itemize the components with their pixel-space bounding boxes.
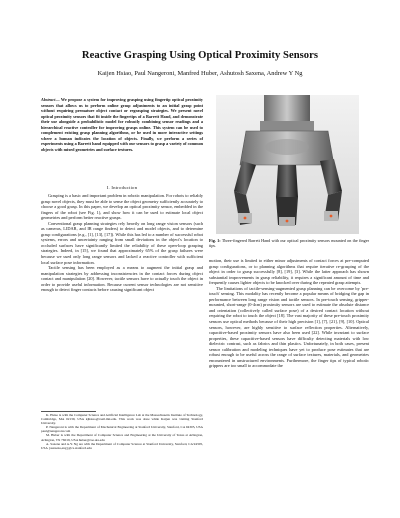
section-heading: I. Introduction: [106, 185, 138, 190]
intro-paragraph: Grasping is a basic and important problem in robotic manipulation. For robots to reliably grasp novel objects, they must be able to sense the object geometry sufficiently accurately to choose a good grasp. In this paper, we develop an optical proximity sensor, embedded in the fingers of the robot (see Fig. 1), and show how it can be used to estimate local object geometries and perform better reactive grasps.: [41, 193, 203, 221]
figure-caption: [209, 238, 369, 248]
paper-title: Reactive Grasping Using Optical Proximity Sensors: [81, 50, 319, 61]
body-paragraph: motion, their use is limited to either minor adjustments of contact forces at pre-computed grasp configurations, or to planning algorithms that require iterative re-grasping of the object in order to grasp successfully [8], [19], [3]. While the latter approach has shown substantial improvements in grasp reliability, it requires a significant amount of time and frequently causes lighter objects to be knocked over during the repeated grasp attempts.: [209, 258, 369, 286]
barrett-hand-illustration: [216, 95, 359, 234]
footnote: M. Huber is with the Department of Computer Science and Engineering at the University of Texas at Arlington, Arlington, TX 76019, USA huber@cse.uta.edu: [41, 433, 203, 442]
introduction-text: [41, 193, 203, 293]
footnote: P. Nangeroni is with the Department of Mechanical Engineering at Stanford University, Stanford, CA 94305, USA paul@nangeroni.com: [41, 425, 203, 434]
figure-caption-text: Three-fingered Barrett Hand with our optical proximity sensors mounted on the finger tips.: [209, 238, 369, 249]
body-paragraph: The limitations of tactile-sensing-augmented grasp planning can be overcome by 'pre-touch' sensing. This modality has recently become a popular means of bridging the gap in performance between long range vision and tactile sensors. In pre-touch sensing, gripper-mounted, short-range (0-4cm) proximity sensors are used to estimate the absolute distance and orientation (collectively called surface pose) of a desired contact location without requiring the robot to touch the object [18]. The vast majority of these pre-touch proximity sensors use optical methods because of their high precision [1], [7], [21], [9], [10]. Optical sensors, however, are highly sensitive to surface reflection properties. Alternatively, capacitive-based proximity sensors have also been used [22]. While invariant to surface properties, these capacitive-based sensors have difficulty detecting materials with low dielectric contrast, such as fabrics and thin plastics. Unfortunately, in both cases, present sensor calibration and modeling techniques have yet to produce pose estimates that are robust enough to be useful across the range of surface textures, materials, and geometries encountered in unstructured environments. Furthermore, the finger tips of typical robotic grippers are too small to accommodate the: [209, 285, 369, 369]
intro-paragraph: Conventional grasp planning strategies rely heavily on long range vision sensors (such as cameras, LIDAR, and IR range finders) to detect and model objects, and to determine grasp configurations (e.g., [1], [13], [17]). While this has led to a number of successful robot systems, errors and uncertainty ranging from small deviations in the object's location to occluded surfaces have significantly limited the reliability of these open-loop grasping strategies. Indeed, in [15], we found that approximately 65% of the grasp failures were because we used only long range sensors and lacked a reactive controller with sufficient local surface pose information.: [41, 220, 203, 265]
abstract-text: — We propose a system for improving grasping using fingertip optical proximity sensors that allows us to perform online grasp adjustments to an initial grasp point without requiring premature object contact or regrasping strategies. We present novel optical proximity sensors that fit inside the fingertips of a Barrett Hand, and demonstrate their use alongside a probabilistic model for robustly combining sensor readings and a hierarchical reactive controller for improving grasps online. This system can be used to complement existing grasp planning algorithms, or be used in more interactive settings where a human indicates the location of objects. Finally, we perform a series of experiments using a Barrett hand equipped with our sensors to grasp a variety of common objects with mixed geometries and surface textures.: [41, 97, 203, 152]
footnote: A. Saxena and A.Y. Ng are with the Department of Computer Science at Stanford University, Stanford, CA 94305, USA {asaxena,ang}@cs.stanford.edu: [41, 441, 203, 450]
author-list: Kaijen Hsiao, Paul Nangeroni, Manfred Huber, Ashutosh Saxena, Andrew Y Ng: [97, 70, 303, 77]
abstract: [41, 97, 203, 152]
footnotes: [41, 413, 203, 450]
footnote: K. Hsiao is with the Computer Science and Artificial Intelligence Lab at the Massachusetts Institute of Technology, Cambridge, MA 02139, USA kjhsiao@csail.mit.edu. This work was done while Kaijen was visiting Stanford University.: [41, 413, 203, 426]
intro-paragraph: Tactile sensing has been employed as a means to augment the initial grasp and manipulation strategies by addressing inconsistencies in the contact forces during object contact and manipulation [20]. However, tactile sensors have to actually touch the object in order to provide useful information. Because current sensor technologies are not sensitive enough to detect finger contacts before causing significant object: [41, 265, 203, 293]
figure-label: Fig. 1:: [209, 238, 221, 243]
robot-hand-photo: [216, 95, 359, 234]
abstract-lead: Abstract: [41, 97, 56, 102]
right-column-text: [209, 258, 369, 369]
footnote-divider: [41, 411, 96, 412]
